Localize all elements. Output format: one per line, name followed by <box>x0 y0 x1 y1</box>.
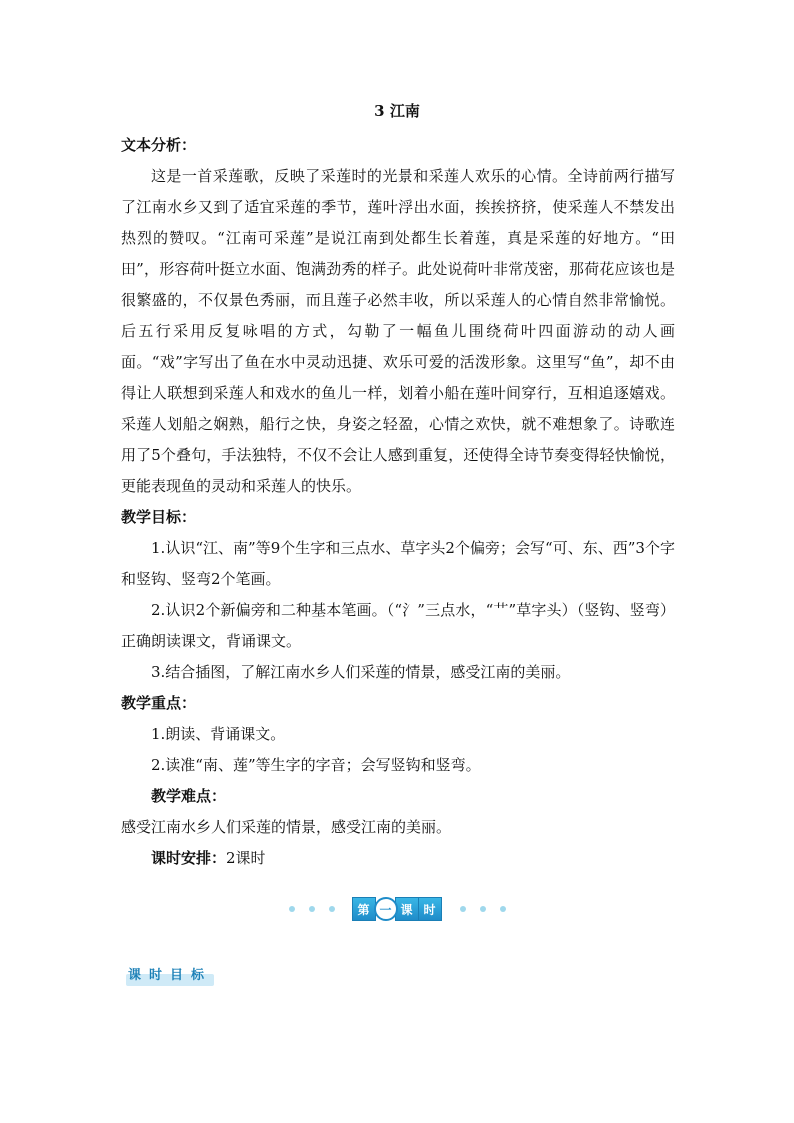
dot <box>309 906 315 912</box>
lesson-badge-char: 课 <box>395 897 419 921</box>
difficulties-heading: 教学难点： <box>151 787 227 805</box>
goal-item-2: 2.认识2个新偏旁和二种基本笔画。（“氵”三点水，“艹”草字头）（竖钩、竖弯）正确朗读课文，背诵课文。 <box>121 601 675 650</box>
analysis-body: 这是一首采莲歌，反映了采莲时的光景和采莲人欢乐的心情。全诗前两行描写了江南水乡又到了适宜采莲的季节，莲叶浮出水面，挨挨挤挤，使采莲人不禁发出热烈的赞叹。“江南可采莲”是说江南到处都生长着莲，真是采莲的好地方。“田田”，形容荷叶挺立水面、饱满劲秀的样子。此处说荷叶非常茂密，那荷花应该也是很繁盛的，不仅景色秀丽，而且莲子必然丰收，所以采莲人的心情自然非常愉悦。后五行采用反复咏唱的方式，勾勒了一幅鱼儿围绕荷叶四面游动的动人画面。“戏”字写出了鱼在水中灵动迅捷、欢乐可爱的活泼形象。这里写“鱼”，却不由得让人联想到采莲人和戏水的鱼儿一样，划着小船在莲叶间穿行，互相追逐嬉戏。采莲人划船之娴熟，船行之快，身姿之轻盈，心情之欢快，就不难想象了。诗歌连用了5个叠句，手法独特，不仅不会让人感到重复，还使得全诗节奏变得轻快愉悦，更能表现鱼的灵动和采莲人的快乐。 <box>121 167 675 495</box>
dot <box>289 906 295 912</box>
lesson-title: 3 江南 <box>374 102 420 120</box>
difficulties-body: 感受江南水乡人们采莲的情景，感受江南的美丽。 <box>121 818 452 836</box>
lesson-badge-char: 时 <box>418 897 442 921</box>
lesson-badge <box>353 897 442 921</box>
lesson-badge-char: 一 <box>374 897 398 921</box>
key-points-heading: 教学重点： <box>121 694 197 712</box>
lesson-content <box>121 130 675 874</box>
lesson-divider <box>0 896 794 922</box>
schedule-value: 2课时 <box>226 849 266 867</box>
schedule-line <box>121 843 675 874</box>
dot <box>480 906 486 912</box>
section-tag-label: 课时目标 <box>128 967 213 983</box>
lesson-badge-char: 第 <box>352 897 376 921</box>
dot <box>329 906 335 912</box>
goal-item-3: 3.结合插图，了解江南水乡人们采莲的情景，感受江南的美丽。 <box>151 663 571 681</box>
left-dots <box>289 906 335 912</box>
dot <box>500 906 506 912</box>
key-point-item-1: 1.朗读、背诵课文。 <box>151 725 286 743</box>
dot <box>460 906 466 912</box>
schedule-label: 课时安排： <box>151 849 227 867</box>
section-tag <box>128 962 212 984</box>
analysis-heading: 文本分析： <box>121 136 197 154</box>
goal-item-1: 1.认识“江、南”等9个生字和三点水、草字头2个偏旁；会写“可、东、西”3个字和竖钩、竖弯2个笔画。 <box>121 539 675 588</box>
key-point-item-2: 2.读准“南、莲”等生字的字音；会写竖钩和竖弯。 <box>151 756 481 774</box>
goals-heading: 教学目标： <box>121 508 197 526</box>
right-dots <box>460 906 506 912</box>
